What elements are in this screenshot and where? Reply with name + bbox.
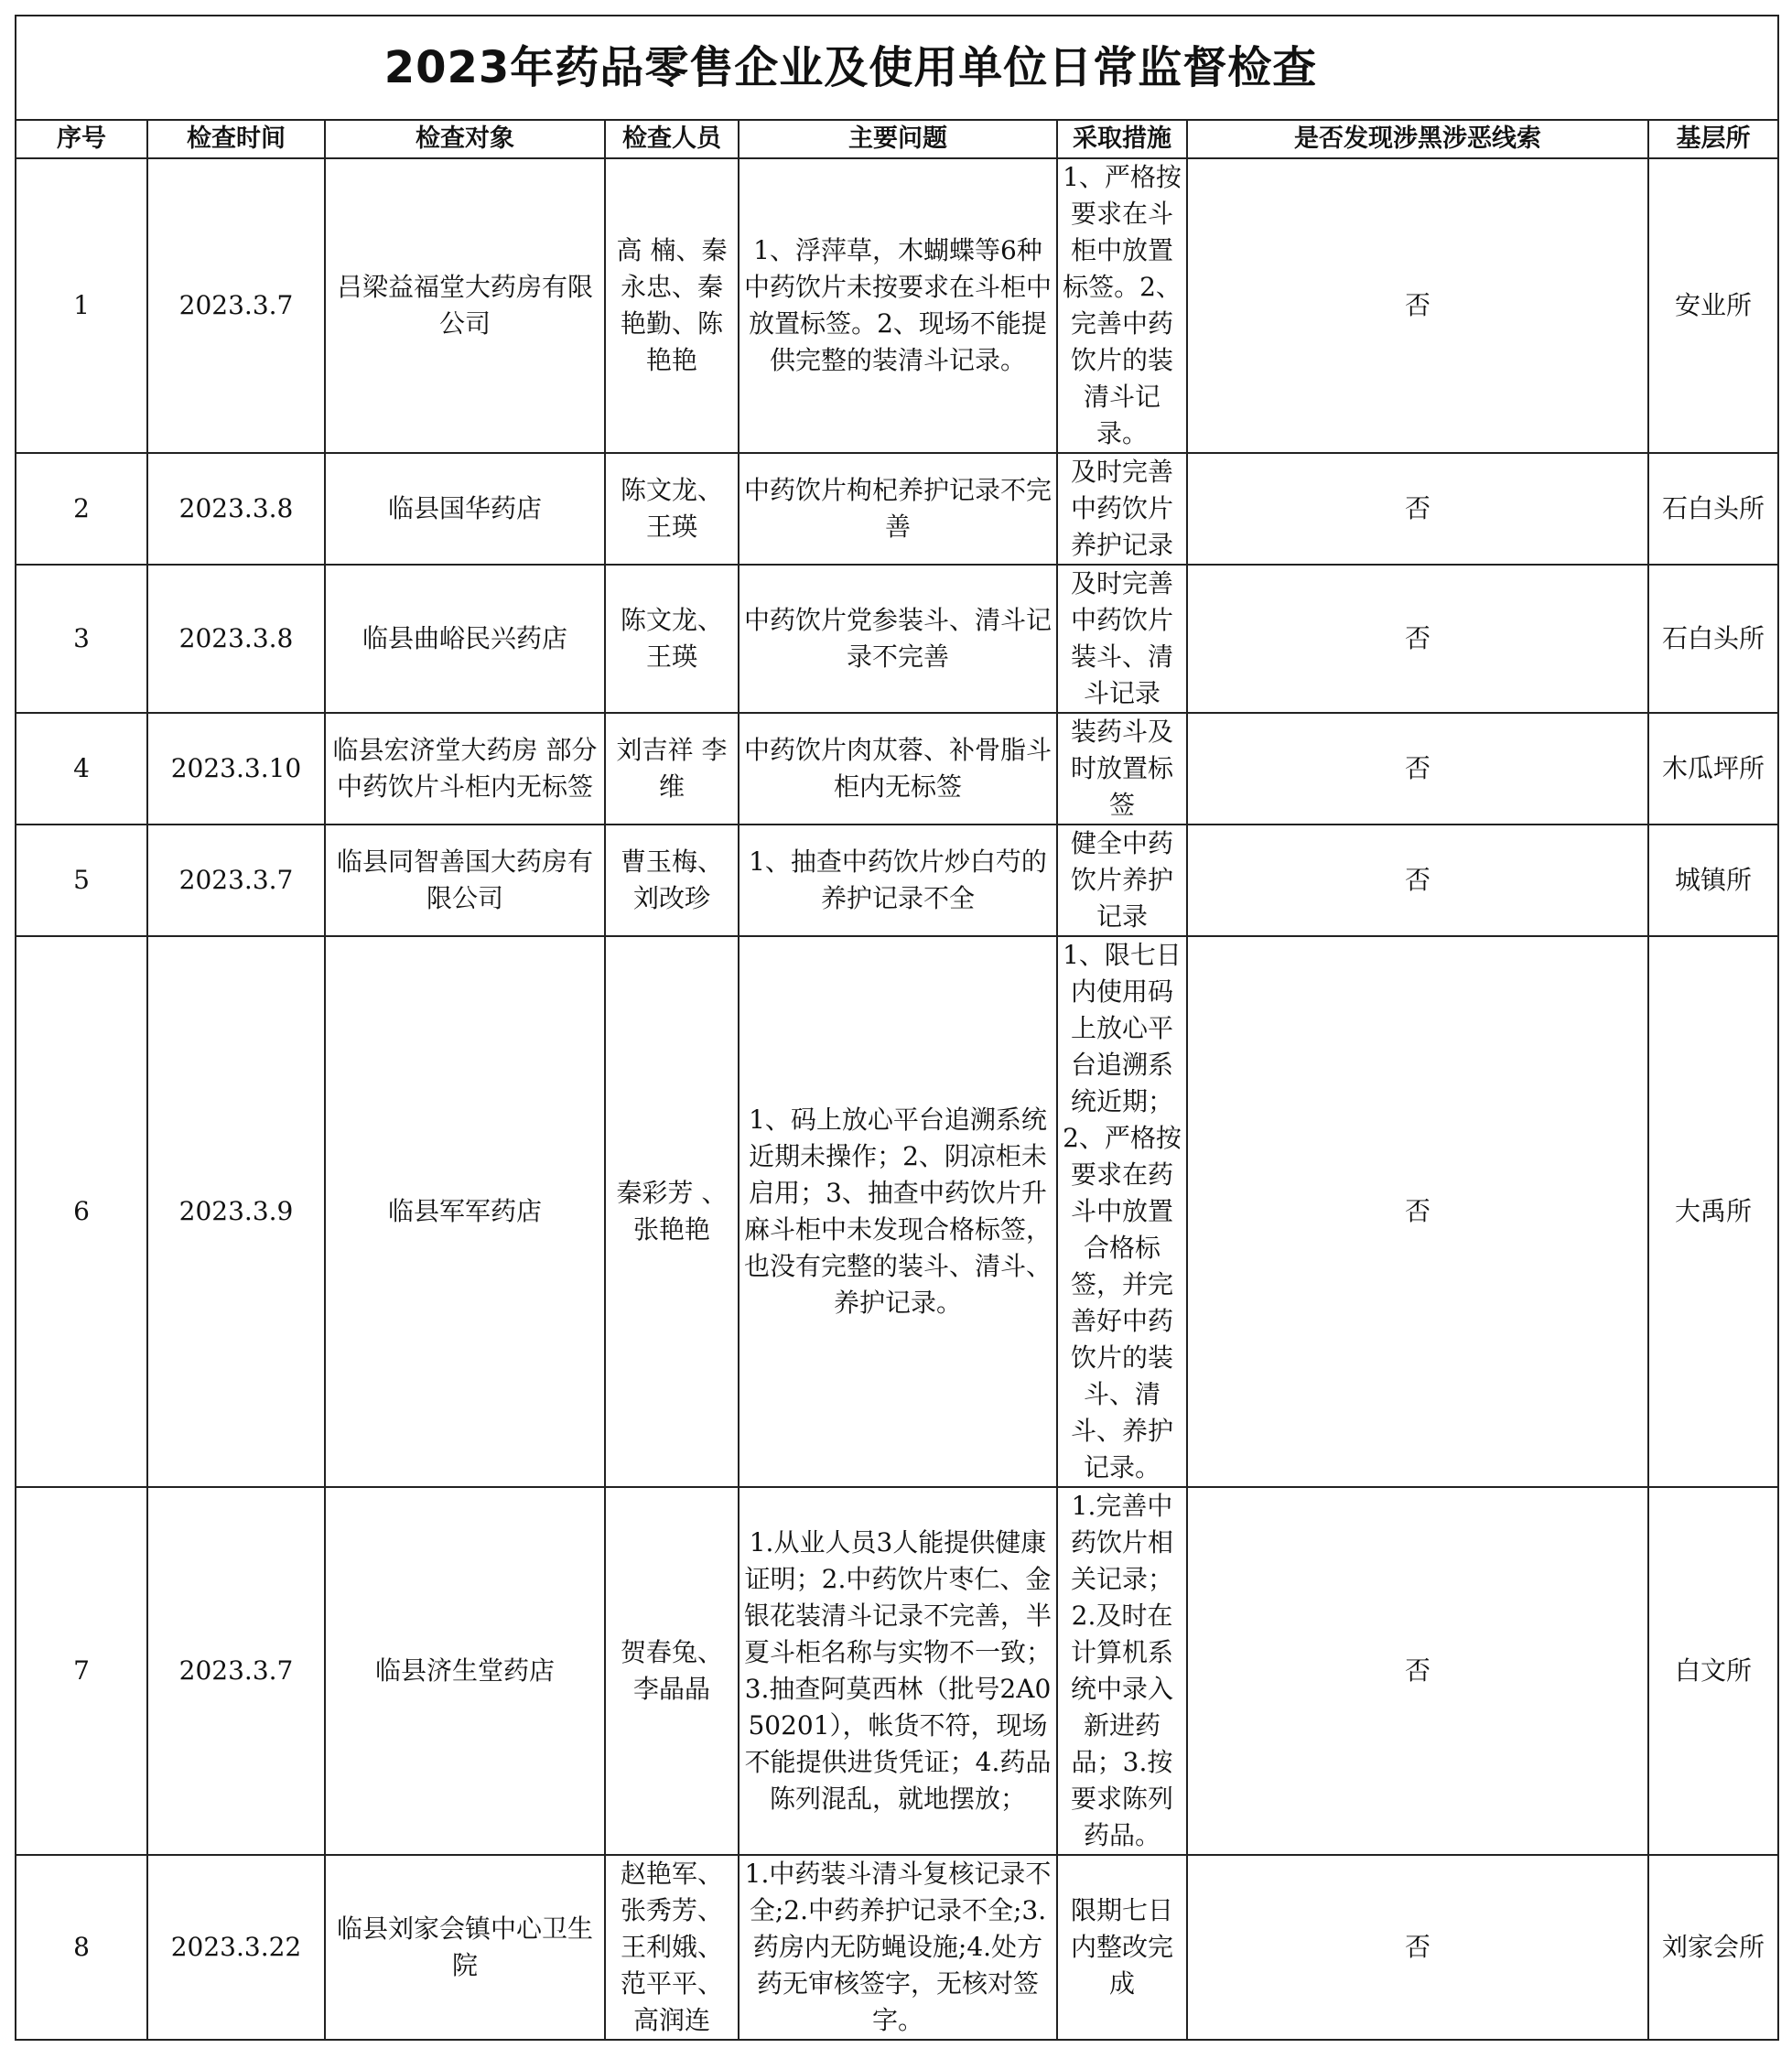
cell-problems: 中药饮片肉苁蓉、补骨脂斗柜内无标签 [739,713,1057,825]
table-row [16,936,1778,1487]
header-target: 检查对象 [325,120,605,158]
cell-inspectors: 陈文龙、王瑛 [605,453,739,565]
cell-measures: 1、严格按要求在斗柜中放置标签。2、完善中药饮片的装清斗记录。 [1057,158,1187,453]
table-row [16,713,1778,825]
cell-inspectors: 陈文龙、王瑛 [605,565,739,713]
cell-inspectors: 赵艳军、张秀芳、王利娥、范平平、高润连 [605,1855,739,2040]
cell-date: 2023.3.10 [147,713,325,825]
cell-measures: 装药斗及时放置标签 [1057,713,1187,825]
cell-clue: 否 [1187,713,1648,825]
cell-unit: 木瓜坪所 [1648,713,1778,825]
header-inspectors: 检查人员 [605,120,739,158]
cell-measures: 限期七日内整改完成 [1057,1855,1187,2040]
cell-unit: 石白头所 [1648,453,1778,565]
cell-unit: 城镇所 [1648,825,1778,936]
table-row [16,1855,1778,2040]
cell-target: 临县国华药店 [325,453,605,565]
cell-inspectors: 刘吉祥 李维 [605,713,739,825]
table-body [16,16,1778,2040]
table-row [16,825,1778,936]
cell-problems: 中药饮片枸杞养护记录不完善 [739,453,1057,565]
cell-clue: 否 [1187,936,1648,1487]
table-row [16,158,1778,453]
table-row [16,453,1778,565]
page-title: 2023年药品零售企业及使用单位日常监督检查 [383,42,1318,93]
cell-target: 临县刘家会镇中心卫生院 [325,1855,605,2040]
title-cell [16,16,1778,120]
cell-date: 2023.3.8 [147,453,325,565]
cell-unit: 刘家会所 [1648,1855,1778,2040]
cell-date: 2023.3.7 [147,1487,325,1855]
cell-unit: 石白头所 [1648,565,1778,713]
cell-target: 临县济生堂药店 [325,1487,605,1855]
cell-inspectors: 高 楠、秦永忠、秦艳勤、陈艳艳 [605,158,739,453]
cell-seq: 8 [16,1855,147,2040]
cell-seq: 5 [16,825,147,936]
cell-measures: 及时完善中药饮片装斗、清斗记录 [1057,565,1187,713]
cell-inspectors: 贺春兔、李晶晶 [605,1487,739,1855]
cell-date: 2023.3.22 [147,1855,325,2040]
cell-unit: 白文所 [1648,1487,1778,1855]
cell-seq: 1 [16,158,147,453]
cell-problems: 1.中药装斗清斗复核记录不全;2.中药养护记录不全;3.药房内无防蝇设施;4.处方药无审核签字，无核对签字。 [739,1855,1057,2040]
cell-seq: 4 [16,713,147,825]
header-unit: 基层所 [1648,120,1778,158]
cell-clue: 否 [1187,453,1648,565]
header-row [16,120,1778,158]
table-row [16,1487,1778,1855]
cell-problems: 1.从业人员3人能提供健康证明；2.中药饮片枣仁、金银花装清斗记录不完善，半夏斗柜名称与实物不一致；3.抽查阿莫西林（批号2A050201），帐货不符，现场不能提供进货凭证；4.药品陈列混乱，就地摆放； [739,1487,1057,1855]
cell-seq: 3 [16,565,147,713]
header-clue: 是否发现涉黑涉恶线索 [1187,120,1648,158]
header-seq: 序号 [16,120,147,158]
cell-clue: 否 [1187,158,1648,453]
cell-clue: 否 [1187,1487,1648,1855]
cell-date: 2023.3.8 [147,565,325,713]
cell-inspectors: 秦彩芳 、张艳艳 [605,936,739,1487]
table-row [16,565,1778,713]
cell-unit: 安业所 [1648,158,1778,453]
cell-target: 吕梁益福堂大药房有限公司 [325,158,605,453]
cell-seq: 6 [16,936,147,1487]
cell-date: 2023.3.9 [147,936,325,1487]
cell-target: 临县同智善国大药房有限公司 [325,825,605,936]
cell-target: 临县军军药店 [325,936,605,1487]
inspection-table [15,15,1779,2041]
cell-unit: 大禹所 [1648,936,1778,1487]
cell-inspectors: 曹玉梅、刘改珍 [605,825,739,936]
cell-target: 临县曲峪民兴药店 [325,565,605,713]
cell-measures: 及时完善中药饮片养护记录 [1057,453,1187,565]
cell-measures: 健全中药饮片养护记录 [1057,825,1187,936]
header-measures: 采取措施 [1057,120,1187,158]
cell-problems: 1、浮萍草，木蝴蝶等6种中药饮片未按要求在斗柜中放置标签。2、现场不能提供完整的装清斗记录。 [739,158,1057,453]
cell-clue: 否 [1187,825,1648,936]
cell-problems: 1、抽查中药饮片炒白芍的养护记录不全 [739,825,1057,936]
cell-date: 2023.3.7 [147,158,325,453]
cell-problems: 1、码上放心平台追溯系统近期未操作；2、阴凉柜未启用；3、抽查中药饮片升麻斗柜中未发现合格标签，也没有完整的装斗、清斗、养护记录。 [739,936,1057,1487]
cell-seq: 7 [16,1487,147,1855]
cell-problems: 中药饮片党参装斗、清斗记录不完善 [739,565,1057,713]
cell-measures: 1.完善中药饮片相关记录；2.及时在计算机系统中录入新进药品；3.按要求陈列药品。 [1057,1487,1187,1855]
title-row [16,16,1778,120]
cell-seq: 2 [16,453,147,565]
cell-target: 临县宏济堂大药房 部分中药饮片斗柜内无标签 [325,713,605,825]
cell-date: 2023.3.7 [147,825,325,936]
cell-measures: 1、限七日内使用码上放心平台追溯系统近期；2、严格按要求在药斗中放置合格标签，并完善好中药饮片的装斗、清斗、养护记录。 [1057,936,1187,1487]
header-date: 检查时间 [147,120,325,158]
cell-clue: 否 [1187,1855,1648,2040]
header-problems: 主要问题 [739,120,1057,158]
cell-clue: 否 [1187,565,1648,713]
